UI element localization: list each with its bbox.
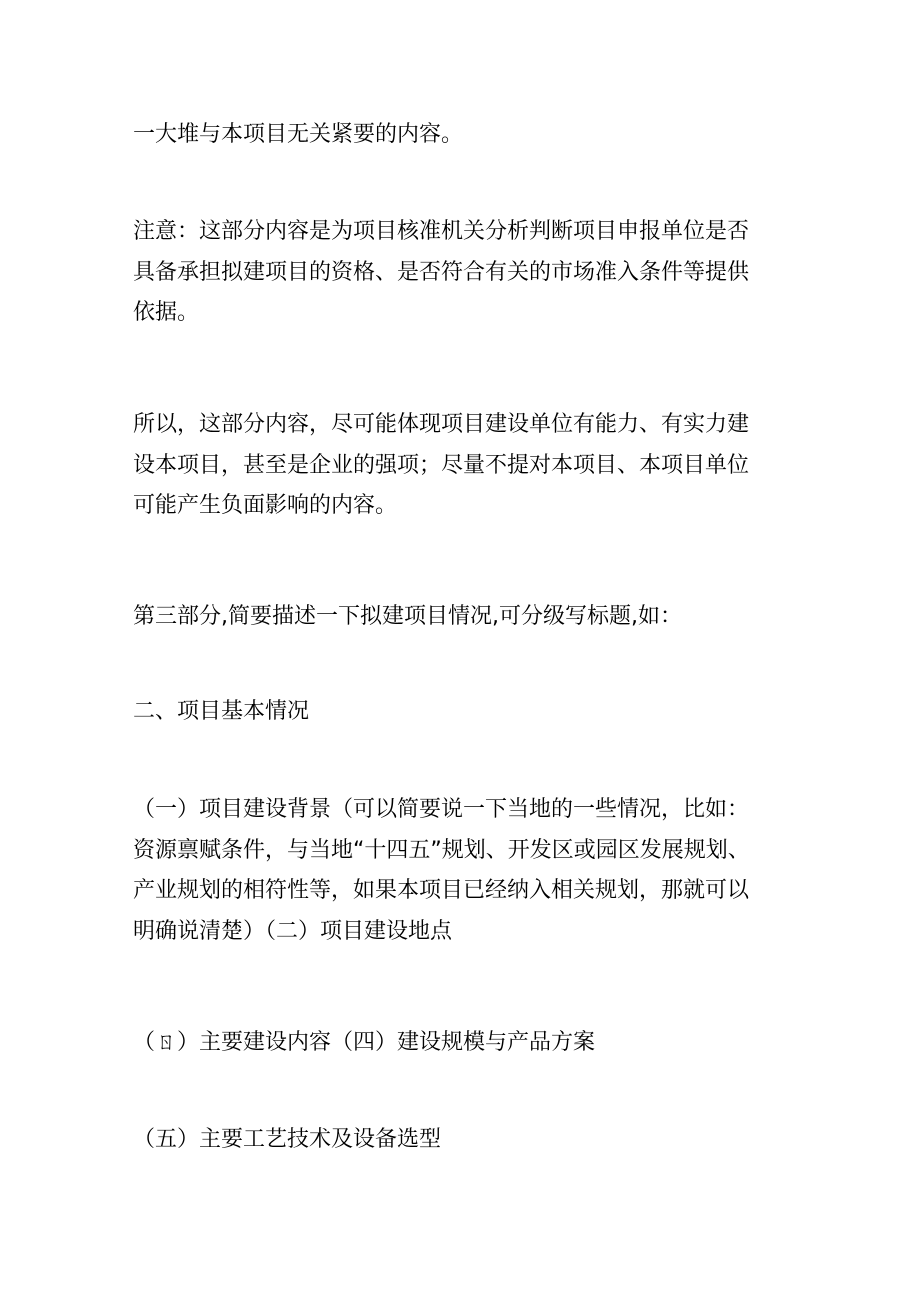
text-line: （五）主要工艺技术及设备选型 — [133, 1127, 442, 1152]
text-line: （一）项目建设背景（可以简要说一下当地的一些情况，比如： — [133, 797, 750, 822]
paragraph-project-background — [133, 790, 793, 952]
text-line: 设本项目，甚至是企业的强项；尽量不提对本项目、本项目单位 — [133, 452, 750, 478]
text-line: 具备承担拟建项目的资格、是否符合有关的市场准入条件等提供 — [133, 259, 750, 285]
paragraph-process-equipment — [133, 1120, 793, 1161]
paragraph-irrelevant-content — [133, 115, 793, 156]
text-line: 可能产生负面影响的内容。 — [133, 493, 398, 518]
section-heading-project-basics — [133, 692, 793, 733]
text-line: 产业规划的相符性等，如果本项目已经纳入相关规划，那就可以 — [133, 878, 750, 903]
text-line: 一大堆与本项目无关紧要的内容。 — [133, 122, 464, 147]
heading-text: 二、项目基本情况 — [133, 699, 310, 724]
text-line: （ㄖ）主要建设内容（四）建设规模与产品方案 — [133, 1030, 596, 1055]
text-line: 所以，这部分内容，尽可能体现项目建设单位有能力、有实力建 — [133, 412, 750, 437]
text-line: 资源禀赋条件，与当地“十四五”规划、开发区或园区发展规划、 — [133, 837, 750, 863]
text-line: 第三部分,简要描述一下拟建项目情况,可分级写标题,如： — [133, 604, 682, 629]
text-line: 注意：这部分内容是为项目核准机关分析判断项目申报单位是否 — [133, 219, 750, 244]
paragraph-construction-content — [133, 1023, 793, 1064]
paragraph-part-three — [133, 597, 793, 638]
text-line: 明确说清楚）（二）项目建设地点 — [133, 918, 453, 944]
paragraph-therefore — [133, 405, 793, 527]
paragraph-note — [133, 212, 793, 334]
text-line: 依据。 — [133, 300, 200, 325]
